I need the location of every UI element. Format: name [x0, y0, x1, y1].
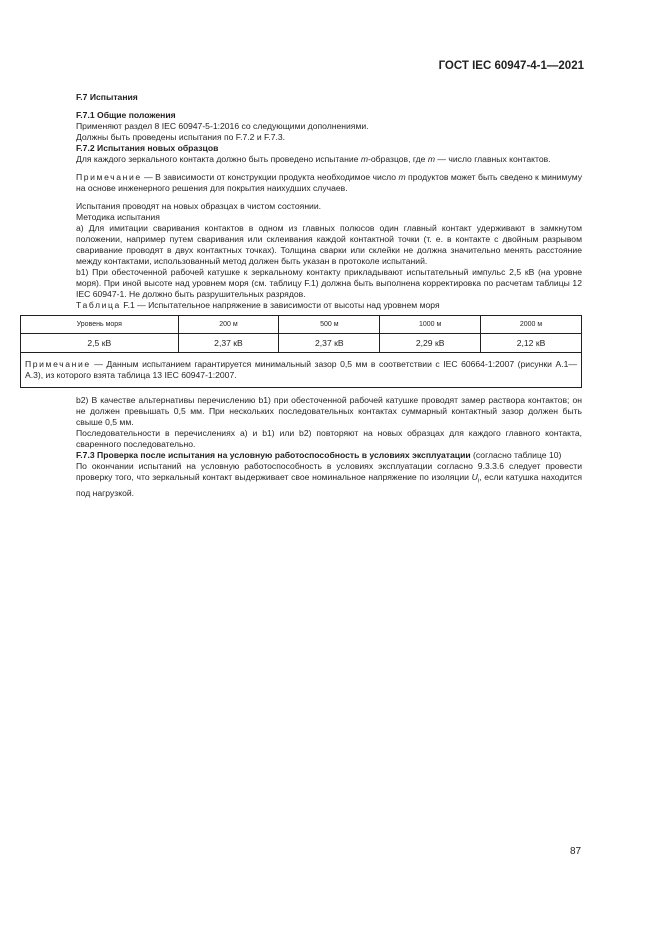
- text-run: продуктов может быть сведено к минимуму на основе инженерного решения для покрытия наихудших случаев.: [76, 172, 582, 193]
- document-body: [25, 92, 582, 499]
- subscript: i: [477, 478, 480, 485]
- table-header-cell: 1000 м: [380, 316, 481, 334]
- caption-label: Таблица: [76, 300, 121, 310]
- text-run: — В зависимости от конструкции продукта необходимое число: [141, 172, 399, 182]
- text-run: -образцов, где: [367, 154, 428, 164]
- section-title-f73: [76, 450, 582, 461]
- paragraph-f71-2: Должны быть проведены испытания по F.7.2 и F.7.3.: [76, 132, 286, 142]
- table-header-cell: 500 м: [279, 316, 380, 334]
- table-header-row: [21, 316, 582, 334]
- table-cell: 2,12 кВ: [481, 334, 582, 353]
- table-row: [21, 334, 582, 353]
- table-cell: 2,37 кВ: [279, 334, 380, 353]
- text-run: — число главных контактов.: [435, 154, 551, 164]
- document-header: ГОСТ IEC 60947-4-1—2021: [438, 60, 584, 72]
- text-run: , если катушка находится под нагрузкой.: [76, 472, 582, 498]
- italic-var: m: [360, 154, 368, 164]
- paragraph-final: [76, 461, 582, 499]
- note-label: Примечание: [76, 172, 142, 182]
- text-run: — Данным испытанием гарантируется минимальный зазор 0,5 мм в соответствии с IEC 60664-1:2007 (рисунки А.1—А.3), из которого взята таблица 13 IEC 60947-1:2007.: [25, 359, 577, 380]
- paragraph-method: Методика испытания: [76, 212, 160, 222]
- table-header-cell: 2000 м: [481, 316, 582, 334]
- section-title-f73-bold: F.7.3 Проверка после испытания на условную работоспособность в условиях эксплуатации: [76, 450, 471, 460]
- caption-text: F.1 — Испытательное напряжение в зависимости от высоты над уровнем моря: [120, 300, 440, 310]
- section-title-f72: F.7.2 Испытания новых образцов: [76, 143, 219, 153]
- paragraph-new-samples: Испытания проводят на новых образцах в чистом состоянии.: [76, 201, 322, 211]
- voltage-table: [20, 315, 582, 388]
- section-title-f7: F.7 Испытания: [76, 92, 138, 102]
- text-run: По окончании испытаний на условную работоспособность в условиях эксплуатации согласно 9.3.3.6 следует провести проверку того, что зеркальный контакт выдерживает свое номинальное напряжение по изоляции: [76, 461, 582, 482]
- table-cell: 2,37 кВ: [178, 334, 279, 353]
- section-title-f71: F.7.1 Общие положения: [76, 110, 176, 120]
- table-cell: 2,29 кВ: [380, 334, 481, 353]
- italic-var: m: [427, 154, 435, 164]
- italic-var: U: [471, 472, 478, 482]
- paragraph-item-b1: b1) При обесточенной рабочей катушке к зеркальному контакту прикладывают испытательный импульс 2,5 кВ (на уровне моря). При иной высоте над уровнем моря (см. таблицу F.1) должна быть выполнена корректировка по расчетам таблицы 12 IEC 60947-1. Не должно быть разрушительных разрядов.: [76, 267, 582, 299]
- note-label: Примечание: [25, 359, 91, 369]
- table-header-cell: 200 м: [178, 316, 279, 334]
- text-run: (согласно таблице 10): [470, 450, 562, 460]
- text-run: Для каждого зеркального контакта должно быть проведено испытание: [76, 154, 361, 164]
- paragraph-sequence: Последовательности в перечислениях а) и b1) или b2) повторяют на новых образцах для каждого главного контакта, сваренного последовательно.: [76, 428, 582, 449]
- note-1: [76, 172, 582, 194]
- paragraph-item-b2: b2) В качестве альтернативы перечислению b1) при обесточенной рабочей катушке проводят замер раствора контактов; он не должен превышать 0,5 мм. При нескольких последовательных контактах суммарный контактный зазор должен быть свыше 0,5 мм.: [76, 395, 582, 427]
- table-cell: 2,5 кВ: [21, 334, 179, 353]
- table-caption: [76, 300, 638, 311]
- table-note-row: [21, 353, 582, 388]
- paragraph-f71-1: Применяют раздел 8 IEC 60947-5-1:2016 со следующими дополнениями.: [76, 121, 369, 131]
- paragraph-f72-1: [76, 154, 582, 165]
- table-note: [21, 353, 582, 388]
- paragraph-item-a: а) Для имитации сваривания контактов в одном из главных полюсов один главный контакт удерживают в замкнутом положении, например путем сваривания или склеивания каждой контактной точки (т. е. в контакте с двойным разрывом сваривание проводят в двух контактных точках). Толщина сварки или склейки не должна значительно менять расстояние между контактами, использованный метод должен быть указан в протоколе испытаний.: [76, 223, 582, 266]
- page-number: 87: [570, 846, 582, 857]
- table-header-cell: Уровень моря: [21, 316, 179, 334]
- italic-var: m: [398, 172, 406, 182]
